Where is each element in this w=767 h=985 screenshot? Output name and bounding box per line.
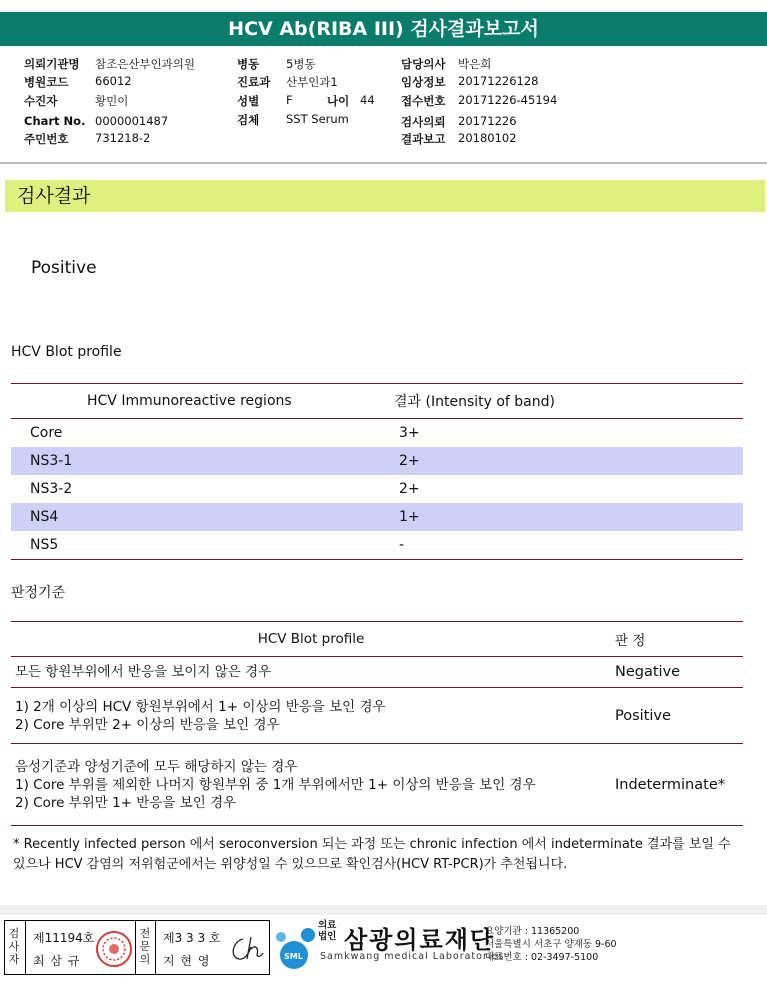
info-value: 참조은산부인과의원 (95, 57, 195, 71)
footnote: * Recently infected person 에서 seroconversion 되는 과정 또는 chronic infection 에서 indeterminate 결과를 보일 수 있으나 HCV 감염의 저위험군에서는 위양성일 수 있으므로 확인검사(HCV RT-PCR)가 추천됩니다. (13, 837, 731, 872)
info-label: 의뢰기관명 (24, 57, 80, 71)
region-cell: NS4 (11, 503, 393, 531)
examiner-license: 제11194호 (33, 931, 95, 945)
info-label: 주민번호 (24, 132, 69, 146)
table-row (11, 531, 743, 560)
info-label: Chart No. (24, 114, 86, 128)
region-cell: NS5 (11, 531, 393, 560)
info-label: 검체 (237, 113, 260, 127)
footer-divider (0, 905, 767, 915)
org-contact (485, 925, 617, 964)
contact-line: 요양기관 : 11365200 (485, 926, 580, 937)
specialist-name: 지 현 영 (163, 954, 211, 968)
result-cell: 3+ (399, 425, 420, 441)
info-label: 임상정보 (401, 75, 446, 89)
criteria-cell (11, 744, 611, 826)
logo-text: SML (284, 952, 303, 961)
table-header-row (11, 622, 743, 657)
verdict-cell: Indeterminate* (611, 744, 743, 826)
info-value: 5병동 (286, 57, 316, 71)
section-title: 검사결과 (5, 180, 765, 212)
info-label: 결과보고 (401, 132, 446, 146)
column-header: 결과 (Intensity of band) (393, 384, 743, 419)
info-label: 담당의사 (401, 57, 446, 71)
info-value: 산부인과1 (286, 75, 338, 89)
criteria-line: 모든 항원부위에서 반응을 보이지 않은 경우 (15, 664, 272, 680)
report-title: HCV Ab(RIBA III) 검사결과보고서 (0, 12, 767, 46)
signature-box (4, 920, 270, 975)
seal-stamp (95, 930, 133, 968)
table-row (11, 475, 743, 503)
region-cell: Core (30, 425, 63, 441)
criteria-line: 2) Core 부위만 1+ 반응을 보인 경우 (15, 794, 237, 811)
org-name: 삼광의료재단 (344, 926, 496, 954)
criteria-cell (11, 657, 611, 688)
info-value: 박은희 (458, 57, 492, 71)
table-row (11, 503, 743, 531)
signature-icon (225, 931, 265, 965)
info-label: 병동 (237, 57, 260, 71)
criteria-line: 1) 2개 이상의 HCV 항원부위에서 1+ 이상의 반응을 보인 경우 (15, 698, 386, 715)
info-value: SST Serum (286, 112, 349, 126)
table-row (11, 657, 743, 688)
result-cell: 2+ (399, 481, 420, 497)
verdict-cell: Negative (611, 657, 743, 688)
info-value: F (286, 93, 293, 107)
info-label: 나이 (327, 94, 350, 108)
blot-table (11, 383, 743, 560)
info-value: 20171226 (458, 114, 517, 128)
region-cell: NS3-2 (30, 481, 73, 497)
divider (0, 162, 767, 164)
info-label: 진료과 (237, 75, 271, 89)
info-label: 수진자 (24, 94, 58, 108)
criteria-cell (11, 688, 611, 744)
contact-line: 서울특별시 서초구 양재동 9-60 (485, 939, 617, 950)
examiner-name: 최 삼 규 (33, 954, 81, 968)
result-cell: - (393, 531, 743, 560)
examiner-label: 검사자 (8, 927, 20, 966)
table-row (11, 688, 743, 744)
info-value: 66012 (95, 74, 132, 88)
info-value: 731218-2 (95, 131, 151, 145)
info-label: 검사의뢰 (401, 115, 446, 129)
column-header: 판 정 (611, 622, 743, 657)
blot-title: HCV Blot profile (11, 344, 122, 360)
info-label: 접수번호 (401, 94, 446, 108)
sml-logo-icon (272, 923, 318, 971)
verdict-cell: Positive (611, 688, 743, 744)
contact-line: 대표번호 : 02-3497-5100 (485, 952, 599, 963)
criteria-line: 2) Core 부위만 2+ 이상의 반응을 보인 경우 (15, 716, 280, 733)
column-header: HCV Blot profile (11, 622, 611, 657)
info-value: 황민이 (95, 94, 129, 108)
region-cell: NS3-1 (11, 447, 393, 475)
criteria-line: 음성기준과 양성기준에 모두 해당하지 않는 경우 (15, 758, 298, 775)
specialist-label: 전문의 (139, 927, 151, 966)
info-value: 20171226128 (458, 74, 539, 88)
info-value: 20171226-45194 (458, 93, 558, 107)
info-value: 44 (360, 93, 375, 107)
info-value: 0000001487 (95, 114, 169, 128)
criteria-title: 판정기준 (11, 585, 66, 601)
criteria-line: 1) Core 부위를 제외한 나머지 항원부위 중 1개 부위에서만 1+ 이상의 반응을 보인 경우 (15, 776, 536, 793)
criteria-table (11, 621, 743, 826)
org-english-name: Samkwang medical Laboratories (320, 951, 505, 962)
result-cell: 2+ (393, 447, 743, 475)
org-prefix: 의료법인 (318, 920, 337, 942)
info-value: 20180102 (458, 131, 517, 145)
info-label: 병원코드 (24, 75, 69, 89)
result-cell: 1+ (393, 503, 743, 531)
result-value: Positive (31, 258, 97, 278)
specialist-license: 제3 3 3 호 (163, 931, 221, 945)
column-header: HCV Immunoreactive regions (11, 384, 393, 419)
table-header-row (11, 384, 743, 419)
table-row (11, 447, 743, 475)
table-row (11, 419, 743, 448)
info-label: 성별 (237, 94, 260, 108)
table-row (11, 744, 743, 826)
